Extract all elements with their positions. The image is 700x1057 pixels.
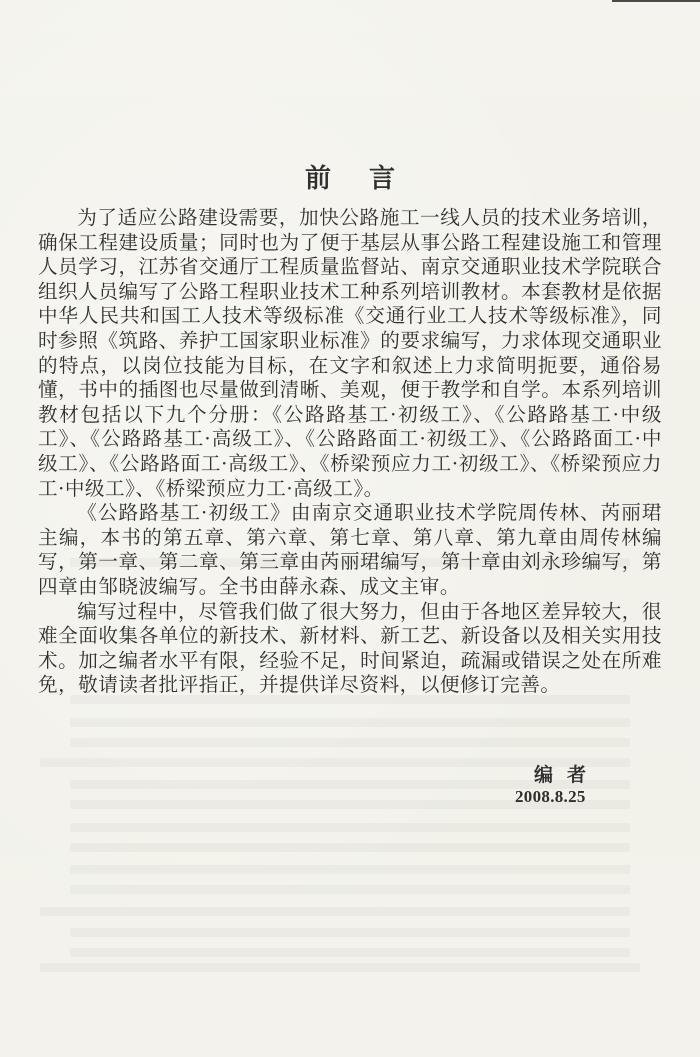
paragraph-acknowledgement: 编写过程中，尽管我们做了很大努力，但由于各地区差异较大，很难全面收集各单位的新技术、新材料、新工艺、新设备以及相关实用技术。加之编者水平有限，经验不足，时间紧迫，疏漏或错误之处在所难免，敬请读者批评指正，并提供详尽资料，以便修订完善。 <box>38 599 662 697</box>
page-title: 前言 <box>304 164 433 194</box>
signature-editor: 编者 <box>533 764 600 786</box>
preface-body <box>38 206 662 698</box>
scan-edge-line <box>612 0 700 2</box>
paragraph-intro: 为了适应公路建设需要，加快公路施工一线人员的技术业务培训，确保工程建设质量；同时也为了便于基层从事公路工程建设施工和管理人员学习，江苏省交通厅工程质量监督站、南京交通职业技术学院联合组织人员编写了公路工程职业技术工种系列培训教材。本套教材是依据中华人民共和国工人技术等级标准《交通行业工人技术等级标准》，同时参照《筑路、养护工国家职业标准》的要求编写，力求体现交通职业的特点，以岗位技能为目标，在文字和叙述上力求简明扼要，通俗易懂，书中的插图也尽量做到清晰、美观，便于教学和自学。本系列培训教材包括以下九个分册：《公路路基工·初级工》、《公路路基工·中级工》、《公路路基工·高级工》、《公路路面工·初级工》、《公路路面工·中级工》、《公路路面工·高级工》、《桥梁预应力工·初级工》、《桥梁预应力工·中级工》、《桥梁预应力工·高级工》。 <box>38 206 662 500</box>
paragraph-authors: 《公路路基工·初级工》由南京交通职业技术学院周传林、芮丽珺主编，本书的第五章、第六章、第七章、第八章、第九章由周传林编写，第一章、第二章、第三章由芮丽珺编写，第十章由刘永珍编写，第四章由邹晓波编写。全书由薛永森、成文主审。 <box>38 501 662 598</box>
signature-date: 2008.8.25 <box>515 787 586 806</box>
